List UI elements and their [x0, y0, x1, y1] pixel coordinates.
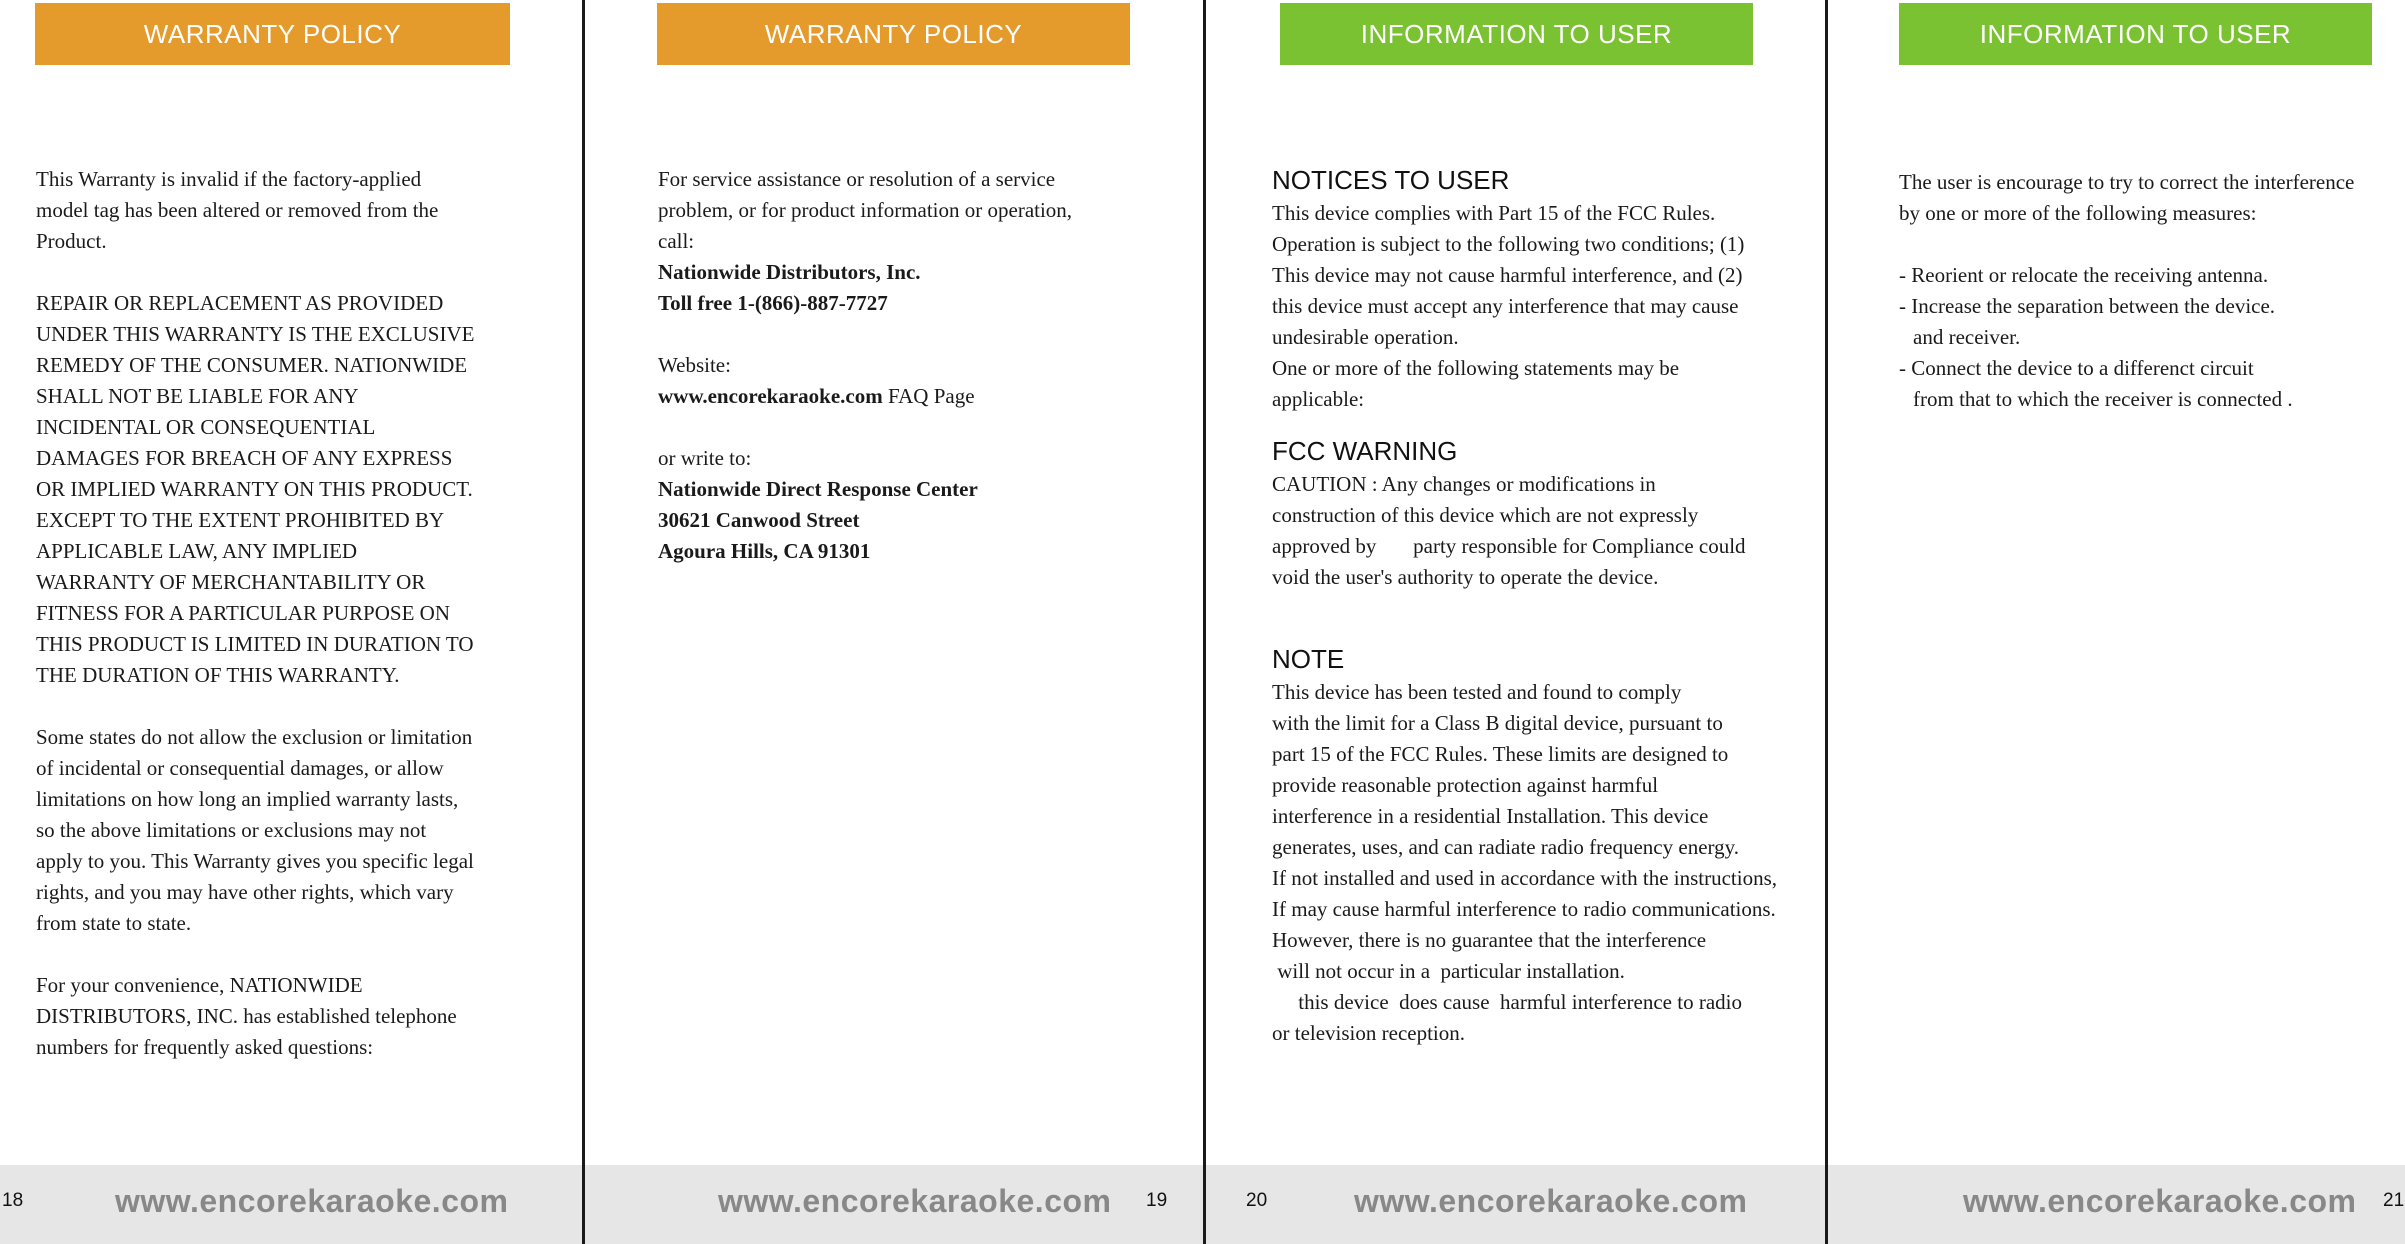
notices-text: This device complies with Part 15 of the FCC Rules. Operation is subject to the following two conditions; (1) This device may not cause harmful interference, and (2) this device must accept any interference that may cause undesirable operation. One or more of the following statements may be applicable:: [1272, 201, 1745, 411]
footer-website-18[interactable]: www.encorekaraoke.com: [115, 1183, 509, 1219]
page-20: [1206, 0, 1826, 1244]
website-link[interactable]: www.encorekaraoke.com: [658, 384, 883, 408]
measures-intro: The user is encourage to try to correct the interference by one or more of the following measures:: [1899, 170, 2355, 225]
mailing-address: or write to: Nationwide Direct Response Center 30621 Canwood Street Agoura Hills, CA 91301: [658, 446, 978, 563]
footer-website-20[interactable]: www.encorekaraoke.com: [1354, 1183, 1748, 1219]
service-intro: For service assistance or resolution of a service problem, or for product information or operation, call: Nationwide Distributors, Inc. Toll free 1-(866)-887-7727: [658, 164, 1188, 319]
page-number-20: 20: [1246, 1190, 1268, 1211]
measure-item: - Reorient or relocate the receiving antenna.: [1899, 263, 2269, 287]
page-18: [0, 0, 583, 1244]
page-18-footer: [0, 1165, 583, 1244]
page-18-body: [36, 164, 566, 1063]
page-20-footer: [1206, 1165, 1826, 1244]
measure-item: - Increase the separation between the device.: [1899, 294, 2276, 318]
website-block: Website: www.encorekaraoke.com FAQ Page: [658, 353, 975, 408]
company-name: Nationwide Distributors, Inc.: [658, 260, 921, 284]
page-19-banner: WARRANTY POLICY: [657, 3, 1130, 65]
exclusive-remedy-paragraph: REPAIR OR REPLACEMENT AS PROVIDED UNDER THIS WARRANTY IS THE EXCLUSIVE REMEDY OF THE CONSUMER. NATIONWIDE SHALL NOT BE LIABLE FOR ANY INCIDENTAL OR CONSEQUENTIAL DAMAGES FOR BREACH OF ANY EXPRESS OR IMPLIED WARRANTY ON THIS PRODUCT. EXCEPT TO THE EXTENT PROHIBITED BY APPLICABLE LAW, ANY IMPLIED WARRANTY OF MERCHANTABILITY OR FITNESS FOR A PARTICULAR PURPOSE ON THIS PRODUCT IS LIMITED IN DURATION TO THE DURATION OF THIS WARRANTY.: [36, 291, 475, 687]
footer-website-19[interactable]: www.encorekaraoke.com: [718, 1183, 1112, 1219]
page-21-footer: [1828, 1165, 2405, 1244]
page-19-footer: [585, 1165, 1203, 1244]
fcc-warning-text: CAUTION : Any changes or modifications in construction of this device which are not expressly approved by party responsible for Compliance could void the user's authority to operate the device.: [1272, 472, 1746, 589]
note-text: This device has been tested and found to comply with the limit for a Class B digital device, pursuant to part 15 of the FCC Rules. These limits are designed to provide reasonable protection against harmful interference in a residential Installation. This device generates, uses, and can radiate radio frequency energy. If not installed and used in accordance with the instructions, If may cause harmful interference to radio communications. However, there is no guarantee that the interference will not occur in a particular installation. this device does cause harmful interference to radio or television reception.: [1272, 680, 1778, 1045]
page-19-body: [658, 164, 1188, 567]
convenience-paragraph: For your convenience, NATIONWIDE DISTRIBUTORS, INC. has established telephone numbers for frequently asked questions:: [36, 973, 457, 1059]
page-19: [585, 0, 1203, 1244]
page-number-19: 19: [1146, 1190, 1168, 1211]
page-20-banner: INFORMATION TO USER: [1280, 3, 1753, 65]
footer-website-21[interactable]: www.encorekaraoke.com: [1963, 1183, 2357, 1219]
page-21-body: [1899, 167, 2399, 415]
fcc-warning-heading: FCC WARNING: [1272, 436, 1458, 466]
page-18-banner: WARRANTY POLICY: [35, 3, 510, 65]
page-20-body: [1272, 162, 1817, 1049]
measures-list: - Reorient or relocate the receiving antenna. - Increase the separation between the device. and receiver. - Connect the device to a differenct circuit from that to which the receiver is connected .: [1899, 260, 2399, 415]
page-number-18: 18: [2, 1190, 24, 1211]
page-number-21: 21: [2383, 1190, 2405, 1211]
notices-heading: NOTICES TO USER: [1272, 165, 1510, 195]
toll-free-number[interactable]: Toll free 1-(866)-887-7727: [658, 291, 888, 315]
note-heading: NOTE: [1272, 644, 1345, 674]
page-21: [1828, 0, 2405, 1244]
measure-item: - Connect the device to a differenct circuit: [1899, 356, 2254, 380]
state-rights-paragraph: Some states do not allow the exclusion or limitation of incidental or consequential damages, or allow limitations on how long an implied warranty lasts, so the above limitations or exclusions may not apply to you. This Warranty gives you specific legal rights, and you may have other rights, which vary from state to state.: [36, 725, 474, 935]
page-21-banner: INFORMATION TO USER: [1899, 3, 2372, 65]
warranty-invalid-paragraph: This Warranty is invalid if the factory-applied model tag has been altered or removed from the Product.: [36, 167, 439, 253]
